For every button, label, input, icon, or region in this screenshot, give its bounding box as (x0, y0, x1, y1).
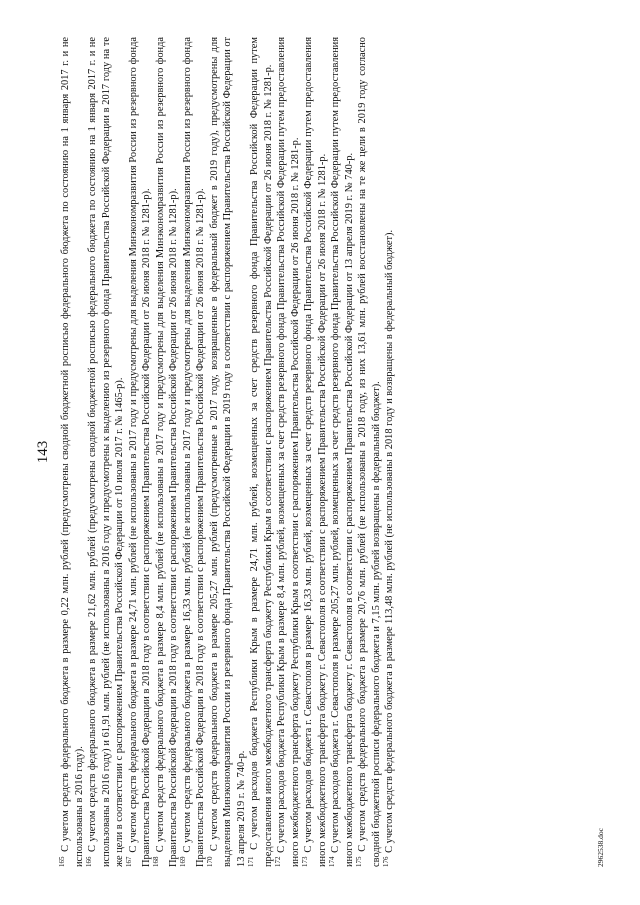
footnote-number: 168 (152, 856, 161, 867)
footnote-number: 175 (354, 856, 363, 867)
footnote-number: 169 (179, 856, 188, 867)
footnote (248, 37, 275, 867)
footnote-number: 176 (381, 856, 390, 867)
footnote (275, 37, 302, 867)
footnotes-list (59, 37, 397, 867)
footnote-text: С учетом средств федерального бюджета в размере 8,4 млн. рублей (не использованы в 2017 году и предусмотрены для выделения Минэкономразвития России из резервного фонда Правительства Российской Федерации в 2018 году в соответствии с распоряжением Правительства Российской Федерации от 26 июня 2018 г. № 1281-р). (154, 37, 179, 867)
footnote-number: 167 (125, 856, 134, 867)
footnote (154, 37, 181, 867)
footnote-text: С учетом расходов бюджета Республики Крым в размере 24,71 млн. рублей, возмещенных за счет средств резервного фонда Правительства Российской Федерации путем предоставления иного межбюджетного трансферта бюджету Республики Крым в соответствии с распоряжением Правительства Российской Федерации от 26 июня 2018 г. № 1281-р. (249, 37, 274, 867)
footnote (356, 37, 383, 867)
footnote (127, 37, 154, 867)
footnote (329, 37, 356, 867)
footnote-number: 172 (273, 856, 282, 867)
footnote-text: С учетом средств федерального бюджета в размере 16,33 млн. рублей (не использованы в 2017 году и предусмотрены для выделения Минэкономразвития России из резервного фонда Правительства Российской Федерации в 2018 году в соответствии с распоряжением Правительства Российской Федерации от 26 июня 2018 г. № 1281-р). (181, 37, 206, 867)
file-name: 2962538.doc (596, 828, 605, 867)
footnote-number: 174 (327, 856, 336, 867)
page-number: 143 (35, 440, 51, 464)
footnote-text: С учетом расходов бюджета г. Севастополя в размере 16,33 млн. рублей, возмещенных за счет средств резервного фонда Правительства Российской Федерации путем предоставления иного межбюджетного трансферта бюджету г. Севастополя в соответствии с распоряжением Правительства Российской Федерации от 26 июня 2018 г. № 1281-р. (303, 37, 328, 867)
footnote-text: С учетом средств федерального бюджета в размере 24,71 млн. рублей (не использованы в 2017 году и предусмотрены для выделения Минэкономразвития России из резервного фонда Правительства Российской Федерации в 2018 году в соответствии с распоряжением Правительства Российской Федерации от 26 июня 2018 г. № 1281-р). (127, 37, 152, 867)
footnote (302, 37, 329, 867)
footnote (59, 37, 86, 867)
footnote-text: С учетом расходов бюджета г. Севастополя в размере 205,27 млн. рублей, возмещенных за счет средств резервного фонда Правительства Российской Федерации путем предоставления иного межбюджетного трансферта бюджету г. Севастополя в соответствии с распоряжением Правительства Российской Федерации от 13 апреля 2019 г. № 740-р. (330, 37, 355, 867)
footnote (208, 37, 249, 867)
footnote-number: 166 (84, 856, 93, 867)
footnote (181, 37, 208, 867)
footnote-text: С учетом средств федерального бюджета в размере 205,27 млн. рублей (предусмотренные в 2017 году, возвращенные в федеральный бюджет в 2019 году), предусмотрены для выделения Минэкономразвития России из резервного фонда Правительства Российской Федерации в 2019 году в соответствии с распоряжением Правительства Российской Федерации от 13 апреля 2019 г. № 740-р. (208, 37, 247, 867)
footnote (86, 37, 127, 867)
footnote-text: С учетом средств федерального бюджета в размере 21,62 млн. рублей (предусмотрены сводной бюджетной росписью федерального бюджета по состоянию на 1 января 2017 г. и не использованы в 2016 году) и 61,91 млн. рублей (не использованы в 2016 году и предусмотрены к выделению из резервного фонда Правительства Российской Федерации в 2017 году на те же цели в соответствии с распоряжением Правительства Российской Федерации от 10 июля 2017 г. № 1465-р). (87, 37, 125, 867)
rotated-page (35, 37, 605, 867)
footnote-text: С учетом расходов бюджета Республики Крым в размере 8,4 млн. рублей, возмещенных за счет средств резервного фонда Правительства Российской Федерации путем предоставления иного межбюджетного трансферта бюджету Республики Крым в соответствии с распоряжением Правительства Российской Федерации от 26 июня 2018 г. № 1281-р. (276, 37, 301, 867)
footnote (383, 37, 397, 867)
footnote-text: С учетом средств федерального бюджета в размере 20,76 млн. рублей (не использованы в 2018 году, из них 13,61 млн. рублей восстановлены на те же цели в 2019 году согласно сводной бюджетной росписи федерального бюджета и 7,15 млн. рублей возвращены в федеральный бюджет). (357, 37, 382, 867)
footnote-number: 170 (206, 856, 215, 867)
footnote-number: 173 (300, 856, 309, 867)
footnote-text: С учетом средств федерального бюджета в размере 0,22 млн. рублей (предусмотрены сводной бюджетной росписью федерального бюджета по состоянию на 1 января 2017 г. и не использованы в 2016 году). (60, 37, 85, 867)
footnote-number: 171 (246, 856, 255, 867)
footnote-number: 165 (57, 856, 66, 867)
footnote-text: С учетом средств федерального бюджета в размере 113,48 млн. рублей (не использованы в 2018 году и возвращены в федеральный бюджет). (384, 229, 395, 853)
